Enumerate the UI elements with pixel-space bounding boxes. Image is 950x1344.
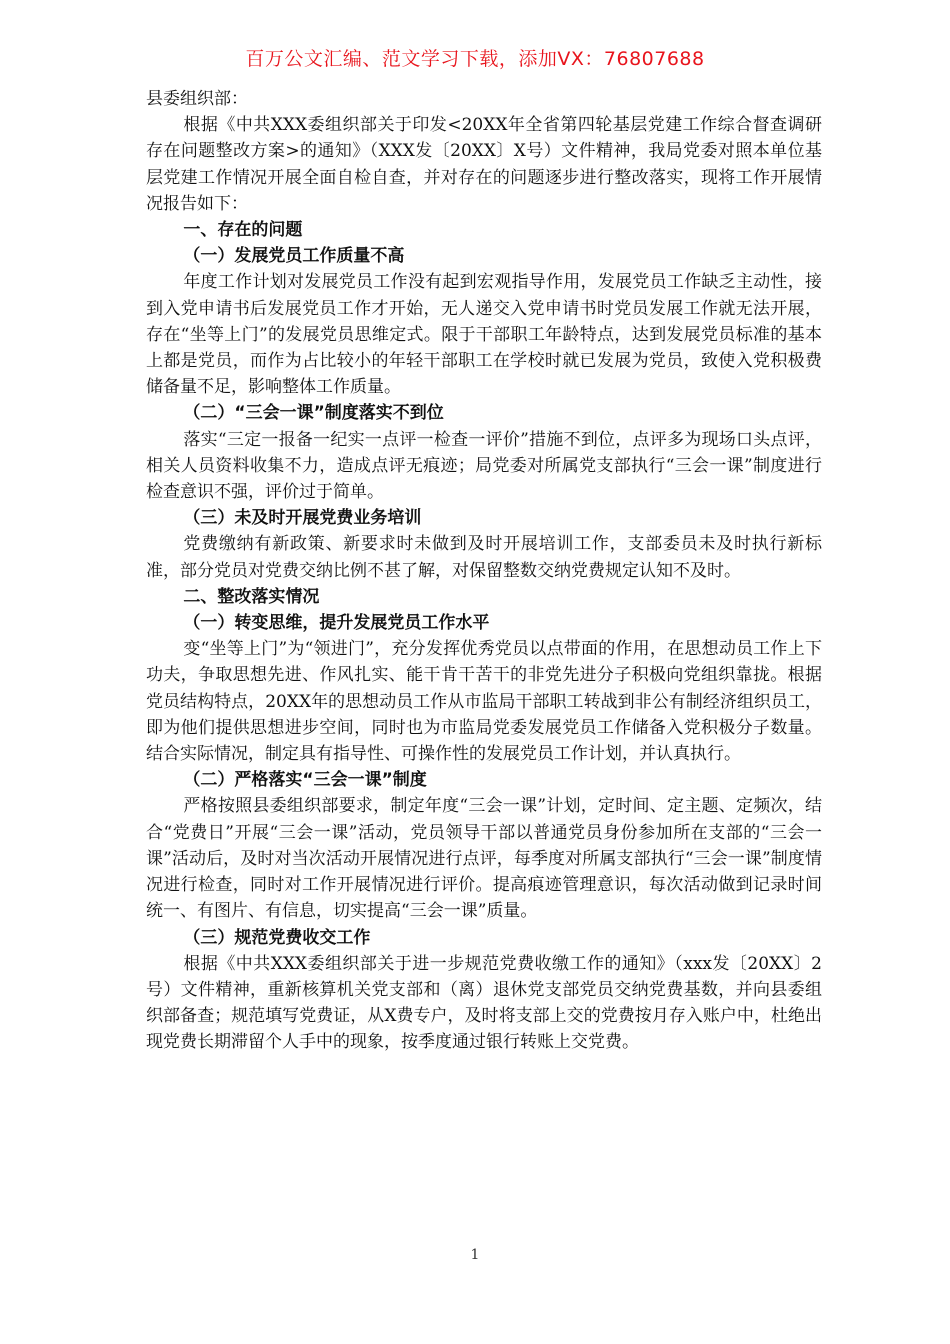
subheading: （三）未及时开展党费业务培训: [183, 508, 422, 529]
intro-paragraph: 根据《中共XXX委组织部关于印发<20XX年全省第四轮基层党建工作综合督查调研存在问题整改方案>的通知》（XXX发〔20XX〕X号）文件精神，我局党委对照本单位基层党建工作情况开展全面自检自查，并对存在的问题逐步进行整改落实，现将工作开展情况报告如下：: [146, 115, 822, 214]
document-body: [146, 86, 822, 1056]
paragraph: 严格按照县委组织部要求，制定年度“三会一课”计划，定时间、定主题、定频次，结合“党费日”开展“三会一课”活动，党员领导干部以普通党员身份参加所在支部的“三会一课”活动后，及时对当次活动开展情况进行点评，每季度对所属支部执行“三会一课”制度情况进行检查，同时对工作开展情况进行评价。提高痕迹管理意识，每次活动做到记录时间统一、有图片、有信息，切实提高“三会一课”质量。: [146, 796, 822, 922]
paragraph: 根据《中共XXX委组织部关于进一步规范党费收缴工作的通知》（xxx发〔20XX〕2号）文件精神，重新核算机关党支部和（离）退休党支部党员交纳党费基数，并向县委组织部备查；规范填写党费证，从X费专户，及时将支部上交的党费按月存入账户中，杜绝出现党费长期滞留个人手中的现象，按季度通过银行转账上交党费。: [146, 953, 822, 1053]
section-heading-rectification: 二、整改落实情况: [183, 586, 320, 607]
paragraph: 变“坐等上门”为“领进门”，充分发挥优秀党员以点带面的作用，在思想动员工作上下功夫，争取思想先进、作风扎实、能干肯干苦干的非党先进分子积极向党组织靠拢。根据党员结构特点，20XX年的思想动员工作从市监局干部职工转战到非公有制经济组织员工，即为他们提供思想进步空间，同时也为市监局党委发展党员工作储备入党积极分子数量。结合实际情况，制定具有指导性、可操作性的发展党员工作计划，并认真执行。: [146, 639, 822, 765]
subheading: （二）严格落实“三会一课”制度: [183, 770, 427, 791]
subheading: （二）“三会一课”制度落实不到位: [183, 403, 444, 424]
paragraph: 党费缴纳有新政策、新要求时未做到及时开展培训工作，支部委员未及时执行新标准，部分党员对党费交纳比例不甚了解，对保留整数交纳党费规定认知不及时。: [146, 534, 822, 581]
page-number: 1: [470, 1247, 480, 1263]
section-heading-problems: 一、存在的问题: [183, 220, 303, 241]
download-banner: 百万公文汇编、范文学习下载，添加VX：76807688: [245, 48, 705, 70]
subheading: （一）发展党员工作质量不高: [183, 246, 405, 267]
subheading: （三）规范党费收交工作: [183, 927, 371, 948]
paragraph: 落实“三定一报备一纪实一点评一检查一评价”措施不到位，点评多为现场口头点评，相关人员资料收集不力，造成点评无痕迹；局党委对所属党支部执行“三会一课”制度进行检查意识不强，评价过于简单。: [146, 429, 822, 503]
paragraph: 年度工作计划对发展党员工作没有起到宏观指导作用，发展党员工作缺乏主动性，接到入党申请书后发展党员工作才开始，无人递交入党申请书时党员发展工作就无法开展，存在“坐等上门”的发展党员思维定式。限于干部职工年龄特点，达到发展党员标准的基本上都是党员，而作为占比较小的年轻干部职工在学校时就已发展为党员，致使入党积极费储备量不足，影响整体工作质量。: [146, 272, 822, 398]
salutation: 县委组织部：: [146, 89, 248, 109]
subheading: （一）转变思维，提升发展党员工作水平: [183, 613, 490, 634]
